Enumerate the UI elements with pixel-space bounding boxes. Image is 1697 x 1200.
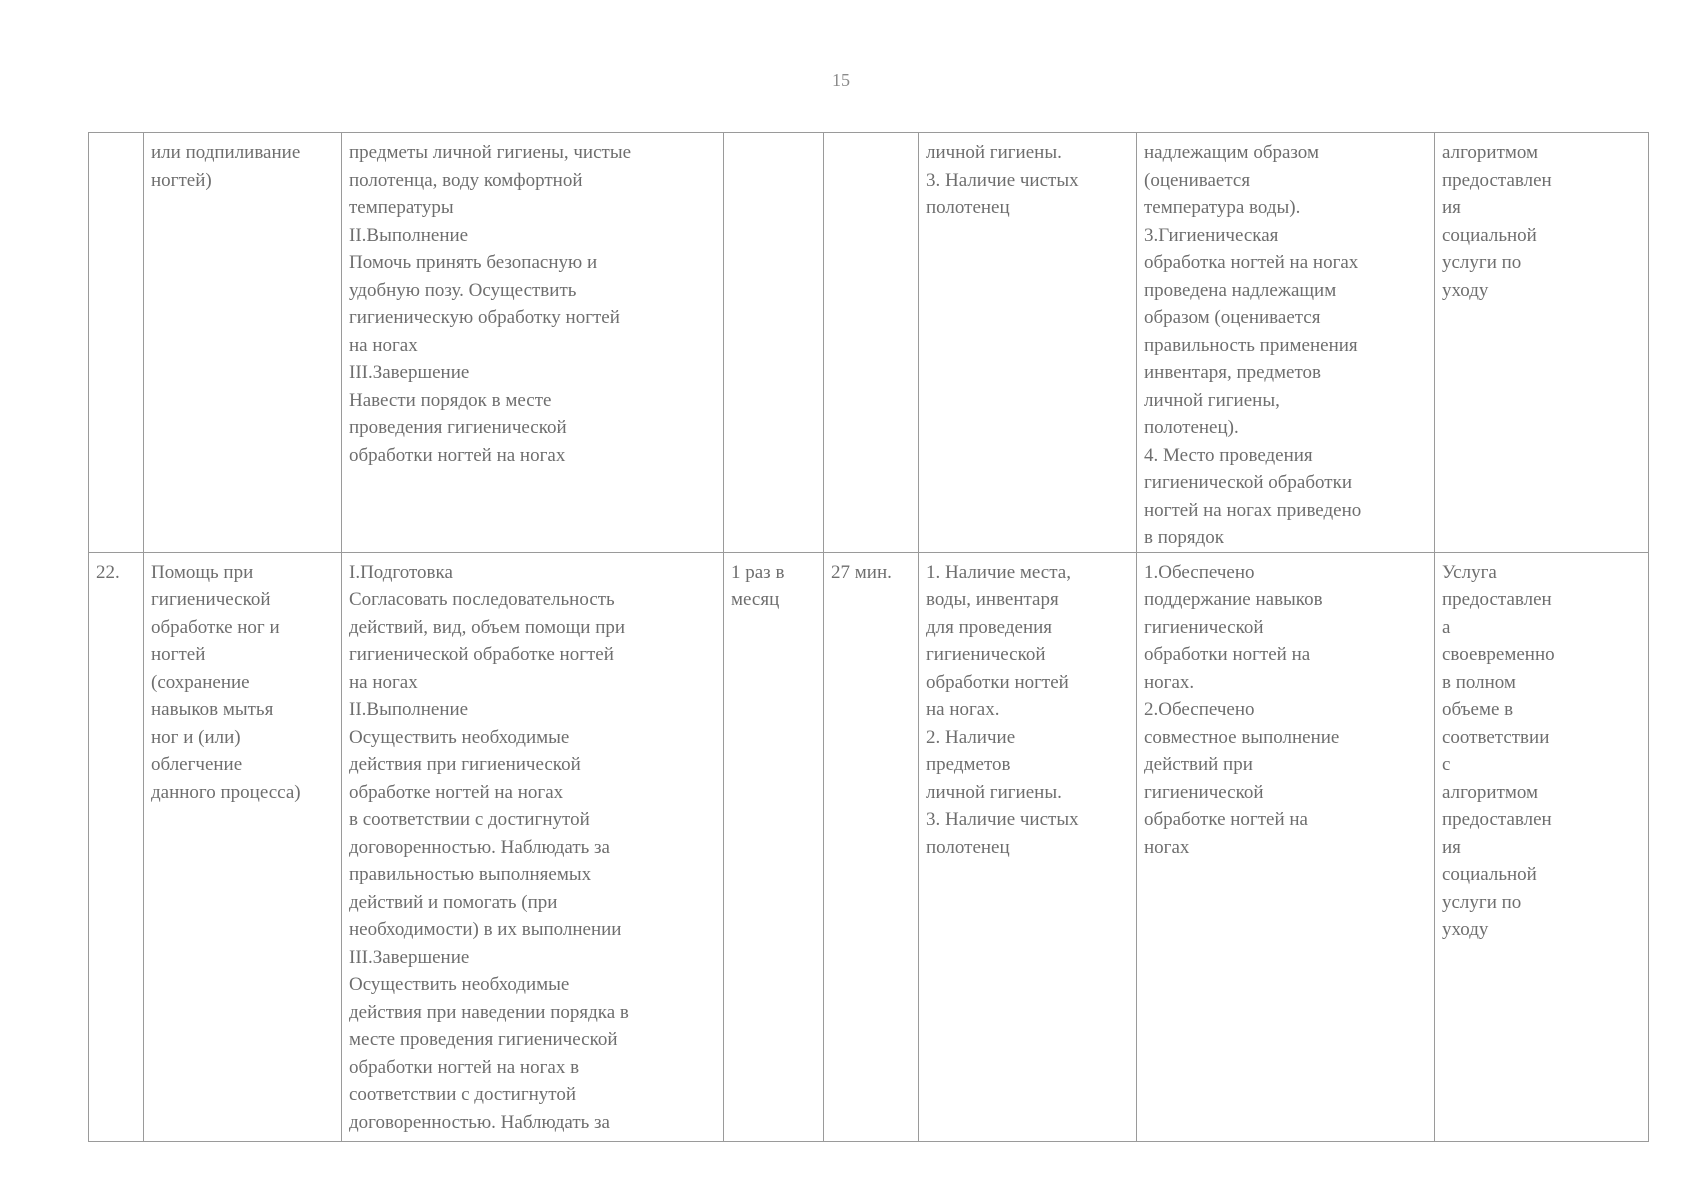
cell-line: а [1442,616,1451,638]
cell-line: обработки ногтей [926,671,1069,693]
cell-line: для проведения [926,616,1053,638]
cell-line: данного процесса) [151,781,301,803]
procedure-cell [342,552,724,1142]
cell-line: Помочь принять безопасную и [349,252,598,273]
cell-line: обработке ног и [151,616,280,638]
cell-line: обработки ногтей на ногах [349,444,566,466]
cell-line: 2.Обеспечено [1144,699,1255,720]
cell-line: предоставлен [1442,169,1552,191]
cell-line: предметов [926,754,1011,775]
cell-line: социальной [1442,224,1537,246]
indicators-cell [1137,552,1435,1142]
cell-line: полотенец). [1144,417,1239,438]
service-name-cell [144,552,342,1142]
cell-line: с [1442,754,1451,775]
cell-line: облегчение [151,754,243,775]
cell-line: 1. Наличие места, [926,561,1071,583]
cell-line: ия [1442,197,1461,218]
row-number-cell: 22. [89,552,144,1142]
cell-line: правильностью выполняемых [349,864,592,885]
cell-line: 4. Место проведения [1144,444,1313,466]
cell-line: ногах [1144,836,1190,858]
evaluation-cell [1435,133,1649,553]
cell-line: месте проведения гигиенической [349,1029,618,1050]
cell-line: образом (оценивается [1144,307,1321,328]
row-number-cell [89,133,144,553]
cell-line: полотенец [926,197,1010,218]
cell-line: гигиенической обработке ногтей [349,644,614,665]
cell-line: или подпиливание [151,142,301,163]
cell-line: услуги по [1442,891,1522,913]
frequency-cell [724,133,824,553]
cell-line: гигиенической [1144,616,1264,638]
cell-line: обработке ногтей на [1144,809,1308,830]
cell-line: навыков мытья [151,699,274,720]
cell-line: II.Выполнение [349,224,469,246]
cell-line: алгоритмом [1442,781,1539,803]
cell-line: полотенца, воду комфортной [349,169,583,191]
cell-line: температуры [349,197,454,218]
cell-line: (сохранение [151,671,250,693]
cell-line: действия при гигиенической [349,754,581,775]
cell-line: удобную позу. Осуществить [349,279,577,301]
cell-line: правильность применения [1144,334,1358,356]
cell-line: I.Подготовка [349,561,453,583]
cell-line: гигиенической [1144,781,1264,803]
cell-line: ия [1442,836,1461,858]
cell-line: II.Выполнение [349,699,469,720]
cell-line: предоставлен [1442,589,1552,610]
cell-line: договоренностью. Наблюдать за [349,836,610,858]
cell-line: (оценивается [1144,169,1251,191]
cell-line: Услуга [1442,561,1497,583]
cell-line: личной гигиены, [1144,389,1280,411]
cell-line: действия при наведении порядка в [349,1001,629,1023]
services-table [88,132,1649,1142]
time-cell [824,552,919,1142]
cell-line: обработки ногтей на [1144,644,1311,665]
cell-line: обработке ногтей на ногах [349,781,564,803]
conditions-cell [919,133,1137,553]
cell-line: 3. Наличие чистых [926,169,1079,191]
cell-line: на ногах [349,334,418,356]
cell-line: воды, инвентаря [926,589,1059,610]
frequency-cell [724,552,824,1142]
cell-line: гигиенической [151,589,271,610]
cell-line: 2. Наличие [926,726,1016,748]
cell-line: Осуществить необходимые [349,974,570,995]
cell-line: 3. Наличие чистых [926,809,1079,830]
cell-line: предоставлен [1442,809,1552,830]
service-name-cell [144,133,342,553]
cell-line: гигиенической обработки [1144,472,1352,493]
cell-line: ногтей [151,644,206,665]
evaluation-cell [1435,552,1649,1142]
cell-line: полотенец [926,836,1010,858]
page-number: 15 [832,70,850,90]
cell-line: Навести порядок в месте [349,389,552,411]
cell-line: действий, вид, объем помощи при [349,616,626,638]
table-row [89,133,1649,553]
cell-line: 1.Обеспечено [1144,561,1255,583]
cell-line: договоренностью. Наблюдать за [349,1111,610,1133]
procedure-cell [342,133,724,553]
cell-line: в полном [1442,671,1516,693]
cell-line: соответствии с достигнутой [349,1084,577,1105]
cell-line: III.Завершение [349,946,470,968]
cell-line: алгоритмом [1442,142,1539,163]
cell-line: совместное выполнение [1144,726,1340,748]
cell-line: температура воды). [1144,197,1301,218]
cell-line: III.Завершение [349,362,470,383]
cell-line: 3.Гигиеническая [1144,224,1279,246]
cell-line: услуги по [1442,252,1522,273]
time-cell [824,133,919,553]
cell-line: гигиеническую обработку ногтей [349,307,620,328]
cell-line: проведения гигиенической [349,417,567,438]
cell-line: обработки ногтей на ногах в [349,1056,580,1078]
cell-line: личной гигиены. [926,781,1062,803]
cell-line: 1 раз в [731,561,785,583]
cell-line: ногтей на ногах приведено [1144,499,1362,521]
cell-line: социальной [1442,864,1537,885]
cell-line: ногах. [1144,671,1195,693]
table-row [89,552,1649,1142]
conditions-cell [919,552,1137,1142]
cell-line: обработка ногтей на ногах [1144,252,1359,273]
cell-line: Осуществить необходимые [349,726,570,748]
cell-line: надлежащим образом [1144,142,1319,163]
cell-line: соответствии [1442,726,1550,748]
indicators-cell [1137,133,1435,553]
cell-line: действий и помогать (при [349,891,558,913]
cell-line: необходимости) в их выполнении [349,919,622,940]
cell-line: в порядок [1144,527,1225,548]
cell-line: на ногах [349,671,418,693]
cell-line: своевременно [1442,644,1555,665]
cell-line: ногтей) [151,169,212,191]
cell-line: месяц [731,589,780,610]
cell-line: поддержание навыков [1144,589,1323,610]
cell-line: Помощь при [151,561,254,583]
cell-line: объеме в [1442,699,1514,720]
cell-line: на ногах. [926,699,1000,720]
cell-line: 27 мин. [831,561,892,583]
cell-line: в соответствии с достигнутой [349,809,590,830]
cell-line: гигиенической [926,644,1046,665]
cell-line: уходу [1442,279,1489,301]
cell-line: Согласовать последовательность [349,589,615,610]
cell-line: уходу [1442,919,1489,940]
cell-line: предметы личной гигиены, чистые [349,142,632,163]
cell-line: личной гигиены. [926,142,1062,163]
cell-line: ног и (или) [151,726,241,748]
cell-line: инвентаря, предметов [1144,362,1322,383]
cell-line: действий при [1144,754,1253,775]
cell-line: проведена надлежащим [1144,279,1337,301]
